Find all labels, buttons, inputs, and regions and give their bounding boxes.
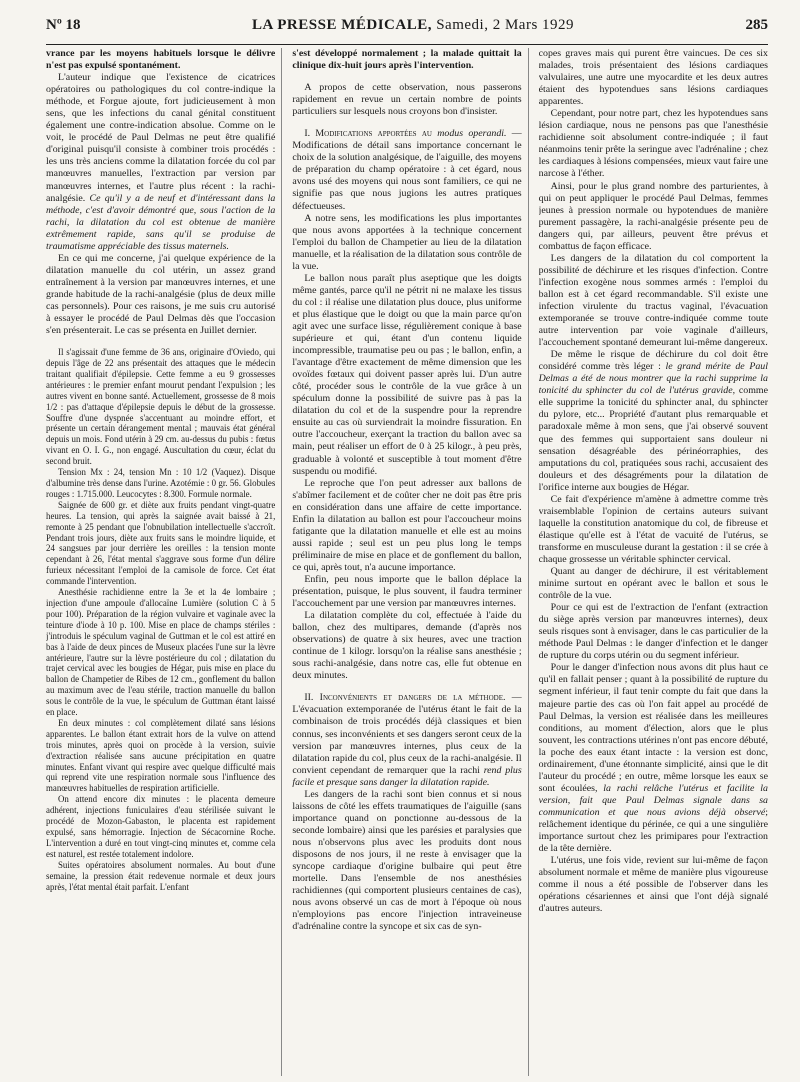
paragraph-text: L'auteur indique que l'existence de cicatrices opératoires ou pathologiques du col contre-indique la méthode, et Forgue ajoute, fort judicieusement à mon sens, que les infections du canal génital constituent également une contre-indication absolue. Comme on le voit, le procédé de Paul Delmas ne peut être qualifié d'original puisqu'il consiste à combiner trois procédés : les uns très anciens comme la dilatation forcée du col par manœuvres manuelles, l'extraction par version par manœuvres internes, et l'autre plus récent : la rachi-analgésie. [46, 72, 276, 204]
paragraph: A notre sens, les modifications les plus importantes que nous avons apportées à la technique concernent l'emploi du ballon de Champetier au lieu de la dilatation manuelle, et la réalisation de la dilatation sous contrôle de la vue. [292, 212, 522, 272]
page-number: 285 [745, 16, 768, 33]
paragraph-text: comme elle supprime la tonicité du sphincter anal, du sphincter du pylore, etc... Propriété d'autant plus remarquable et paradoxale même à mon sens, que j'ai observé souvent que des femmes qui supportaient sans douleur ni sensation désagréable des périnéorraphies, des amputations du col, pratiquées sous rachi, accusaient des douleurs et des désagréments pour la dilatation de l'orifice interne aux bougies de Hégar. [538, 385, 768, 493]
paragraph-text: —Modifications de détail sans importance concernant le choix de la solution analgésique, de l'aiguille, des moyens de préparation du champ opératoire : à cet égard, nous avons usé des moyens qui nous sont familiers, ce qui ne signifie pas que nous jugions les autres pratiques défectueuses. [292, 128, 522, 212]
case-report-paragraph: Suites opératoires absolument normales. Au bout d'une semaine, la pression était redevenue normale et deux jours après, l'état mental était parfait. L'enfant [46, 859, 276, 892]
paragraph: L'utérus, une fois vide, revient sur lui-même de façon absolument normale et même de manière plus vigoureuse comme il nous a été possible de l'observer dans les opérations césariennes et ainsi que l'ont déjà signalé d'autres auteurs. [538, 855, 768, 915]
case-report-paragraph: Il s'agissait d'une femme de 36 ans, originaire d'Oviedo, qui depuis l'âge de 22 ans présentait des attaques que le médecin traitant qualifiait d'épilepsie. Cette femme a eu 9 grossesses antérieures : le premier enfant mourut pendant l'expulsion ; les autres vivent en bonne santé. Actuellement, grossesse de 8 mois 1/2 : pas d'attaque d'épilepsie depuis le début de la grossesse. Souffre d'une dyspnée s'accentuant au moindre effort, et présente un certain dérangement mental ; mauvais état général depuis un mois. Fond utérin à 29 cm. au-dessus du pubis : fœtus vivant en O. I. G., non engagé. Auscultation du cœur, éclat du second bruit. [46, 347, 276, 467]
paragraph: A propos de cette observation, nous passerons rapidement en revue un certain nombre de points particuliers sur lesquels nous croyons bon d'insister. [292, 82, 522, 118]
paragraph: Cependant, pour notre part, chez les hypotendues sans lésion cardiaque, nous ne pensons pas que l'anesthésie rachidienne soit absolument contre-indiquée ; il faut néanmoins tenir prête la seringue avec l'adrénaline ; chez les cardiaques à lésions compensées, mieux vaut faire une narcose à l'éther. [538, 108, 768, 180]
section-paragraph [292, 692, 521, 788]
paragraph: Quant au danger de déchirure, il est véritablement minime surtout en opérant avec le ballon et sous le contrôle de la vue. [538, 566, 768, 602]
column-1 [46, 48, 282, 1076]
paragraph: copes graves mais qui purent être vaincues. De ces six malades, trois présentaient des lésions cardiaques valvulaires, une autre une myocardite et les deux autres étaient des hypotendues sans lésions cardiaques apparentes. [538, 48, 768, 108]
case-report-paragraph: En deux minutes : col complètement dilaté sans lésions apparentes. Le ballon étant extrait hors de la vulve on attend trois minutes, après quoi on procède à la version, suivie d'extraction réalisée sans aucune précipitation en quatre minutes. Enfant vivant qui respire avec quelque difficulté mais qui reprend vite une respiration normale sous l'influence des manœuvres habituelles de respiration artificielle. [46, 717, 276, 794]
section-heading: I. Modifications apportées au [304, 128, 432, 140]
section-heading: II. Inconvénients et dangers de la méthode. [304, 692, 506, 704]
paragraph: Les dangers de la rachi sont bien connus et si nous laissons de côté les effets traumatiques de l'aiguille (sans importance quand on ponctionne au-dessous de la seconde lombaire) ainsi que les parésies et paralysies que nous n'observons plus avec les produits dont nous disposons de nos jours, il ne reste à envisager que la syncope cardiaque d'origine bulbaire qui peut être mortelle. Dans l'ensemble de nos anesthésies rachidiennes (qui comportent plusieurs centaines de cas), nous avons observé un cas de mort à l'époque où nous n'employions pas encore l'injection intraveineuse d'adrénaline contre la syncope et six cas de syn- [292, 788, 522, 933]
italic-emphasis: rend plus facile et presque sans danger la dilatation rapide. [292, 764, 522, 788]
case-report-paragraph: Saignée de 600 gr. et diète aux fruits pendant vingt-quatre heures. La tension, qui après la saignée avait baissé à 21, remonte à 25 pendant que l'obnubilation intellectuelle s'accroît. Pendant trois jours, diète aux fruits sans le moindre liquide, et 24 sangsues par jour derrière les oreilles : la tension monte cependant à 26, l'état mental s'aggrave sous forme d'un délire furieux nécessitant l'emploi de la camisole de force. Cet état commande l'intervention. [46, 499, 276, 587]
issue-number: Nº 18 [46, 16, 81, 33]
case-report-paragraph: Anesthésie rachidienne entre la 3e et la 4e lombaire ; injection d'une ampoule d'allocaïne Lumière (solution C à 5 pour 100). Préparation de la région vulvaire et vaginale avec la teinture d'iode à 10 p. 100. Mise en place de champs stériles : j'introduis le spéculum vaginal de Guttman et le col est attiré en bas à l'aide de deux pinces de Museux placées l'une sur la lèvre antérieure, l'autre sur la lèvre postérieure du col ; dilatation du trajet cervical avec les bougies de Hégar, puis mise en place du ballon de Champetier de Ribes de 12 cm., gonflement du ballon au maximum avec de l'eau stérile, traction manuelle du ballon sous le contrôle de la vue, le spéculum de Guttman étant laissé en place. [46, 587, 276, 718]
paragraph-text: Pour le danger d'infection nous avons dit plus haut ce qu'il en fallait penser ; quant à la possibilité de rupture du segment inférieur, il faut tenir compte du fait que dans la majeure partie des cas où l'on fait appel au procédé de Paul Delmas, la version est réalisée dans les meilleures conditions, au moment d'élection, alors que le plus souvent, les contractions utérines n'ont pas encore débuté, la poche des eaux étant intacte : la version est donc, ordinairement, d'une étonnante simplicité, ainsi que le dit l'auteur du procédé ; en outre, même lorsque les eaux se sont écoulées, [538, 662, 768, 794]
case-report-paragraph: On attend encore dix minutes : le placenta demeure adhérent, injections funiculaires d'eau stérilisée suivant le procédé de Mozon-Gabaston, le placenta est rapidement expulsé, sans hémorragie. Injection de Sécacornine Roche. L'intervention a duré en tout vingt-cinq minutes et, comme cela est naturel, est restée totalement indolore. [46, 794, 276, 859]
italic-emphasis: la rachi relâche l'utérus et facilite la version, fait que Paul Delmas signale dans sa communication et que nous avions déjà observé [538, 782, 768, 818]
paragraph: Le reproche que l'on peut adresser aux ballons de s'abîmer facilement et de coûter cher ne doit pas être pris en considération dans une affaire de cette importance. Enfin la dilatation au ballon est pour l'accoucheur moins fatigante que la dilatation manuelle et elle est au moins aussi rapide ; seul est un peu plus long le temps préliminaire de mise en place et de gonflement du ballon, ce qui, après tout, n'a aucune importance. [292, 477, 522, 573]
paragraph: s'est développé normalement ; la malade quittait la clinique dix-huit jours après l'intervention. [292, 48, 522, 72]
column-2 [292, 48, 528, 1076]
paragraph-text: — L'évacuation extemporanée de l'utérus étant le fait de la combinaison de trois procédés déjà classiques et bien connus, ses inconvénients et ses dangers seront ceux de la version par manœuvres internes, plus ceux de la dilatation rapide du col, plus ceux de la rachi-analgésie. Il convient cependant de remarquer que la rachi [292, 692, 522, 776]
paragraph: Enfin, peu nous importe que le ballon déplace la présentation, puisque, le plus souvent, il faudra terminer l'accouchement par une version par manœuvres internes. [292, 573, 522, 610]
page-header [46, 6, 768, 45]
text-columns [46, 48, 768, 1076]
paragraph: En ce qui me concerne, j'ai quelque expérience de la dilatation manuelle du col utérin, un assez grand entraînement à la version par manœuvres internes, et une grande habitude de la rachi-analgésie (plus de deux mille cas personnels). Pour ces raisons, je me suis cru autorisé à essayer le procédé de Paul Delmas dès que l'occasion s'en présenterait. Le cas se présenta en Juillet dernier. [46, 252, 276, 337]
section-paragraph [292, 128, 521, 212]
paragraph: Le ballon nous paraît plus aseptique que les doigts même gantés, parce qu'il ne pétrit ni ne malaxe les tissus du col : il réalise une dilatation plus douce, plus uniforme et plus élastique que le doigt ou que la main parce qu'on agit avec une surface lisse, régulièrement conique à base supérieure et qui, étant d'un contenu liquide incompressible, traumatise peu ou pas ; le ballon, enfin, a l'avantage d'être exactement de même dimension que les ovoïdes fœtaux qui doivent passer après lui. D'un autre côté, procéder sous le contrôle de la vue grâce à un spéculum donne la possibilité de suivre pas à pas la dilatation du col et de la suspendre pour la reprendre ensuite au cas où surviendrait la moindre fissuration. En outre l'accoucheur, exerçant la traction du ballon avec sa main, peut réaliser un effort de 0 à 25 kilogr., à peu près, graduable à volonté et susceptible à tout moment d'être suspendu ou modifié. [292, 272, 522, 477]
case-report-paragraph: Tension Mx : 24, tension Mn : 10 1/2 (Vaquez). Disque d'albumine très dense dans l'urine. Azotémie : 0 gr. 56. Globules rouges : 1.715.000. Leucocytes : 8.300. Formule normale. [46, 467, 276, 499]
paragraph: La dilatation complète du col, effectuée à l'aide du ballon, chez des multipares, demande (d'après nos observations) de quatre à six heures, avec une traction continue de 1 kilogr. lorsqu'on la réalise sans anesthésie ; sous rachi-analgésie, dans notre cas, elle fut obtenue en deux minutes. [292, 610, 522, 682]
paragraph-text: De même le risque de déchirure du col doit être considéré comme très léger : [538, 349, 768, 373]
paragraph-text: ; relâchement identique du périnée, ce qui a une singulière importance surtout chez les primipares pour l'extraction de la tête dernière. [538, 806, 768, 855]
paragraph [539, 349, 768, 494]
italic-emphasis: le grand mérite de Paul Delmas a été de nous montrer que la rachi supprime la tonicité du sphincter du col de l'utérus gravide, [538, 361, 768, 397]
paragraph: Pour ce qui est de l'extraction de l'enfant (extraction du siège après version par manœuvres internes), deux seuls risques sont à envisager, dans le cas particulier de la méthode Paul Delmas : le danger d'infection et le danger de rupture du corps utérin ou du segment inférieur. [538, 602, 768, 662]
italic-emphasis: Ce qu'il y a de neuf et d'intéressant dans la méthode, c'est d'avoir démontré que, sous l'action de la rachi, la dilatation du col est obtenue de manière extrêmement rapide, sans qu'il se produise de traumatisme appréciable des tissus maternels. [46, 192, 276, 252]
paragraph: Ainsi, pour le plus grand nombre des parturientes, à qui on peut appliquer le procédé Paul Delmas, femmes jeunes à pression normale ou hypotendues de manière purement passagère, la rachi-analgésie présente peu de dangers qui, par ailleurs, peuvent être prévus et combattus de façon efficace. [538, 180, 768, 252]
journal-name: LA PRESSE MÉDICALE, [252, 16, 432, 33]
paragraph: Ce fait d'expérience m'amène à admettre comme très vraisemblable l'opinion de certains auteurs suivant laquelle la constitution anatomique du col, de fibreuse et élastique qu'elle est à l'état de vacuité de l'utérus, se transforme en musculeuse durant la gestation : il se crée à chaque grossesse un véritable sphincter cervical. [538, 493, 768, 565]
issue-date: Samedi, 2 Mars 1929 [436, 16, 575, 33]
paragraph: Les dangers de la dilatation du col comportent la possibilité de déchirure et les risques d'infection. Contre l'infection exogène nous sommes armés : l'emploi du ballon est à cet égard recommandable. S'il existe une infection virulente du tractus vaginal, l'évacuation extemporanée se trouve contre-indiquée comme toute autre intervention par voie vaginale d'ailleurs, l'accouchement spontané demeurant lui-même dangereux. [538, 252, 768, 349]
paragraph [46, 72, 275, 253]
section-heading-italic: modus operandi. [437, 128, 507, 140]
paragraph: vrance par les moyens habituels lorsque le délivre n'est pas expulsé spontanément. [46, 48, 276, 72]
column-3 [539, 48, 768, 1076]
paragraph [539, 662, 768, 855]
journal-title-line [252, 17, 574, 34]
